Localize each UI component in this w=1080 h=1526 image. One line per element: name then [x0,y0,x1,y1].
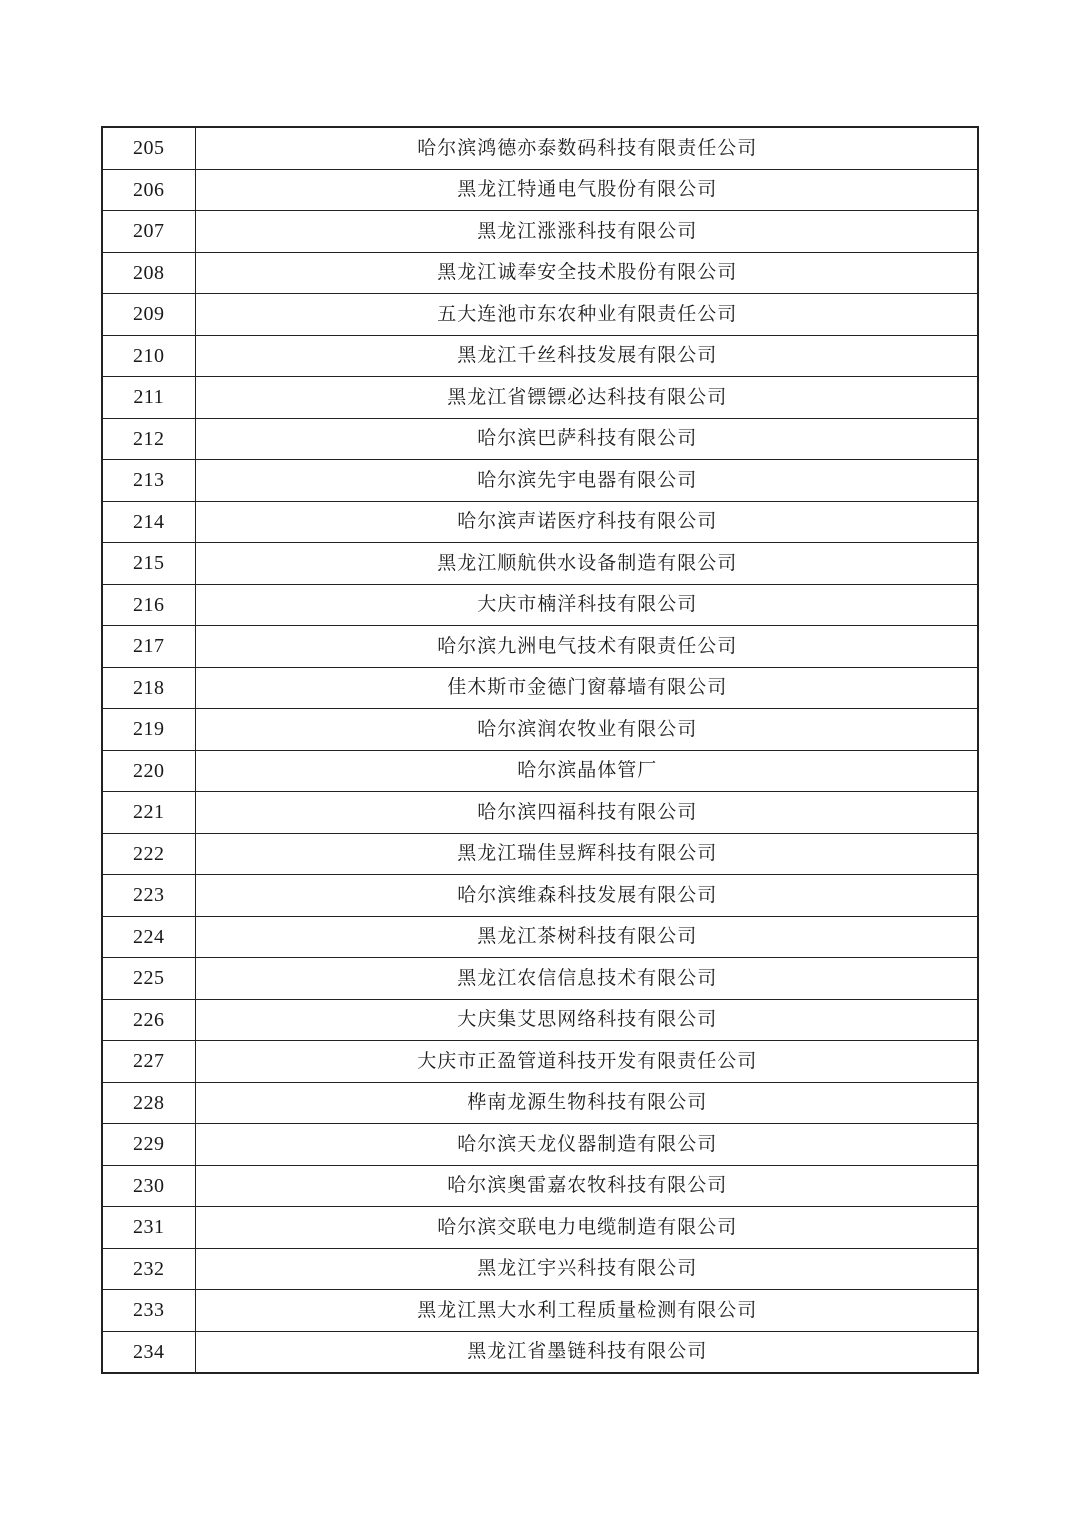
table-row [102,875,978,917]
row-number: 223 [102,875,195,917]
table-row [102,377,978,419]
company-name: 桦南龙源生物科技有限公司 [195,1082,978,1124]
row-number: 208 [102,252,195,294]
company-name: 哈尔滨交联电力电缆制造有限公司 [195,1207,978,1249]
table-row [102,750,978,792]
table-row [102,1331,978,1373]
company-name: 哈尔滨润农牧业有限公司 [195,709,978,751]
table-row [102,418,978,460]
row-number: 207 [102,211,195,253]
row-number: 228 [102,1082,195,1124]
table-row [102,335,978,377]
table-row [102,127,978,169]
company-name: 大庆市楠洋科技有限公司 [195,584,978,626]
table-row [102,1124,978,1166]
table-row [102,584,978,626]
company-name: 哈尔滨九洲电气技术有限责任公司 [195,626,978,668]
row-number: 212 [102,418,195,460]
company-name: 哈尔滨维森科技发展有限公司 [195,875,978,917]
row-number: 224 [102,916,195,958]
table-row [102,460,978,502]
row-number: 217 [102,626,195,668]
table-row [102,1082,978,1124]
table-row [102,294,978,336]
row-number: 231 [102,1207,195,1249]
table-row [102,833,978,875]
table-row [102,999,978,1041]
company-name: 佳木斯市金德门窗幕墙有限公司 [195,667,978,709]
row-number: 218 [102,667,195,709]
row-number: 225 [102,958,195,1000]
row-number: 214 [102,501,195,543]
company-name: 黑龙江省墨链科技有限公司 [195,1331,978,1373]
row-number: 209 [102,294,195,336]
row-number: 211 [102,377,195,419]
row-number: 234 [102,1331,195,1373]
table-row [102,1041,978,1083]
company-name: 黑龙江茶树科技有限公司 [195,916,978,958]
company-name: 黑龙江黑大水利工程质量检测有限公司 [195,1290,978,1332]
table-row [102,211,978,253]
row-number: 227 [102,1041,195,1083]
company-name: 黑龙江千丝科技发展有限公司 [195,335,978,377]
company-name: 大庆市正盈管道科技开发有限责任公司 [195,1041,978,1083]
table-row [102,1165,978,1207]
table-row [102,958,978,1000]
company-name: 黑龙江顺航供水设备制造有限公司 [195,543,978,585]
row-number: 220 [102,750,195,792]
company-name: 哈尔滨先宇电器有限公司 [195,460,978,502]
table-row [102,252,978,294]
company-name: 黑龙江省镖镖必达科技有限公司 [195,377,978,419]
company-name: 哈尔滨声诺医疗科技有限公司 [195,501,978,543]
company-name: 哈尔滨晶体管厂 [195,750,978,792]
company-name: 哈尔滨巴萨科技有限公司 [195,418,978,460]
company-name: 哈尔滨鸿德亦泰数码科技有限责任公司 [195,127,978,169]
row-number: 229 [102,1124,195,1166]
table-body [102,127,978,1373]
company-name: 黑龙江农信信息技术有限公司 [195,958,978,1000]
table-row [102,709,978,751]
company-name: 黑龙江诚奉安全技术股份有限公司 [195,252,978,294]
table-row [102,501,978,543]
company-list-table [101,126,979,1374]
row-number: 219 [102,709,195,751]
row-number: 222 [102,833,195,875]
row-number: 205 [102,127,195,169]
table-row [102,169,978,211]
table-row [102,667,978,709]
row-number: 232 [102,1248,195,1290]
table-row [102,1207,978,1249]
company-name: 黑龙江瑞佳昱辉科技有限公司 [195,833,978,875]
table-row [102,543,978,585]
table-row [102,1248,978,1290]
row-number: 230 [102,1165,195,1207]
table-row [102,626,978,668]
company-name: 哈尔滨四福科技有限公司 [195,792,978,834]
row-number: 210 [102,335,195,377]
table-row [102,1290,978,1332]
company-name: 哈尔滨天龙仪器制造有限公司 [195,1124,978,1166]
company-name: 大庆集艾思网络科技有限公司 [195,999,978,1041]
company-name: 黑龙江宇兴科技有限公司 [195,1248,978,1290]
row-number: 221 [102,792,195,834]
row-number: 226 [102,999,195,1041]
row-number: 216 [102,584,195,626]
table-row [102,916,978,958]
company-name: 哈尔滨奥雷嘉农牧科技有限公司 [195,1165,978,1207]
company-name: 五大连池市东农种业有限责任公司 [195,294,978,336]
row-number: 215 [102,543,195,585]
row-number: 213 [102,460,195,502]
row-number: 233 [102,1290,195,1332]
table-row [102,792,978,834]
company-name: 黑龙江特通电气股份有限公司 [195,169,978,211]
company-name: 黑龙江涨涨科技有限公司 [195,211,978,253]
row-number: 206 [102,169,195,211]
